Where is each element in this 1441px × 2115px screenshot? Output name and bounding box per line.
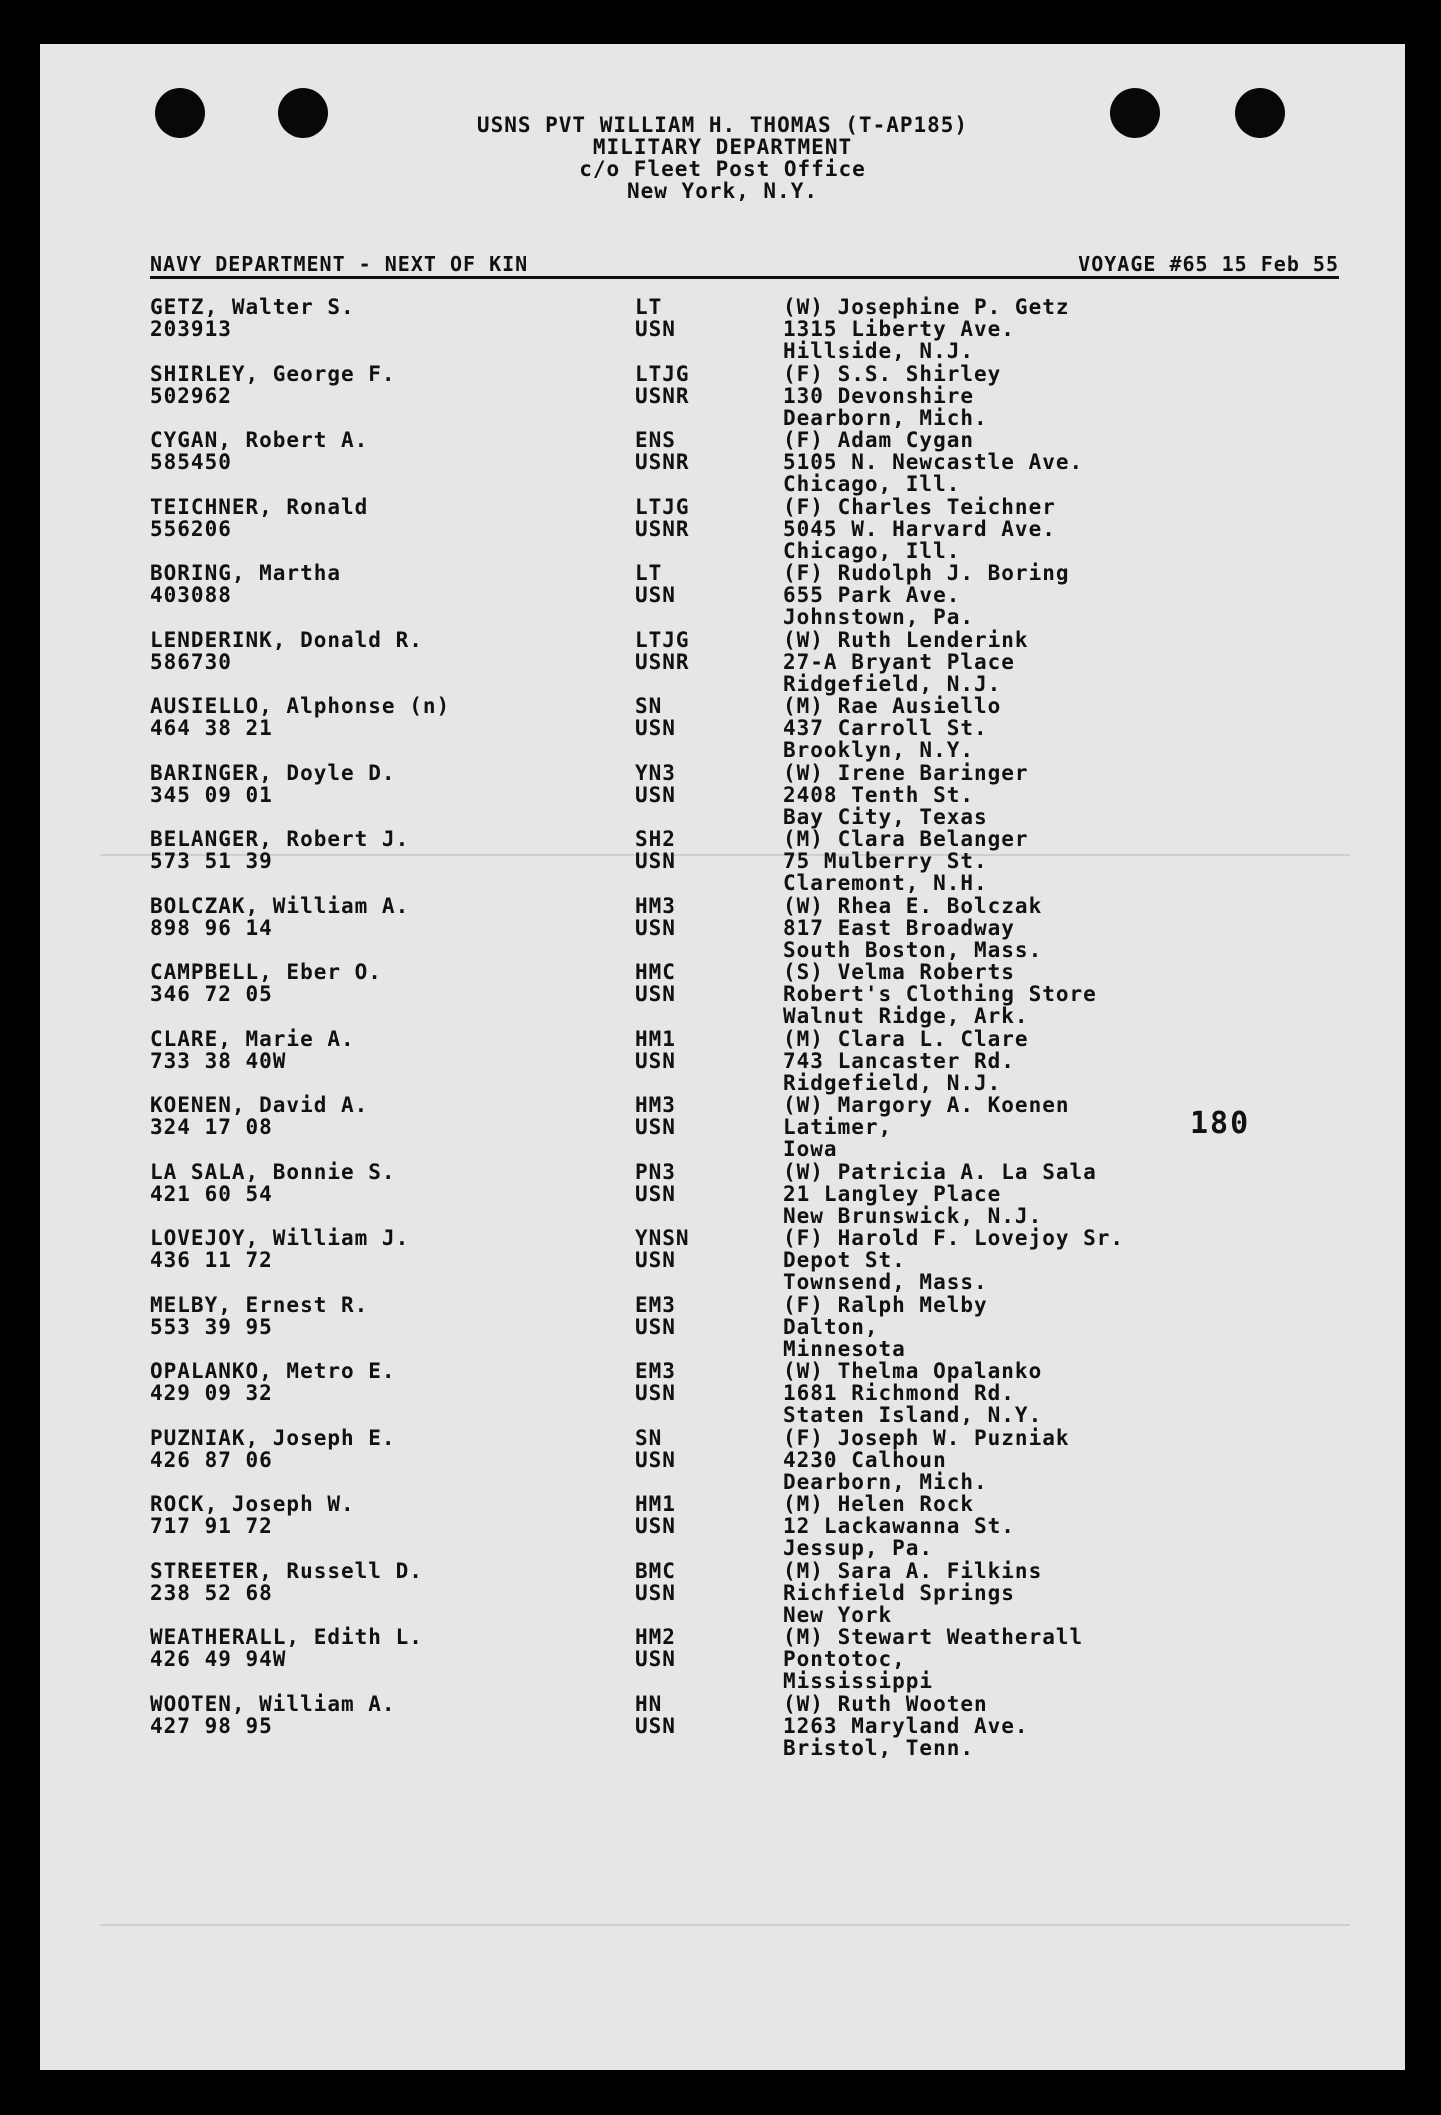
person-column: [150, 363, 620, 407]
rank-column: [635, 961, 745, 1005]
record-addr1: Robert's Clothing Store: [783, 982, 1097, 1006]
record-service: USN: [635, 1647, 676, 1671]
record-kin: (W) Thelma Opalanko: [783, 1359, 1043, 1383]
person-column: [150, 1294, 620, 1338]
next-of-kin-column: [783, 429, 1383, 495]
record-service: USN: [635, 849, 676, 873]
rank-column: [635, 762, 745, 806]
record-addr1: 27-A Bryant Place: [783, 649, 1015, 674]
record-name: AUSIELLO, Alphonse (n): [150, 694, 451, 718]
letterhead: [40, 114, 1405, 202]
record-kin: (F) Charles Teichner: [783, 494, 1056, 519]
record-entry: [150, 1560, 1345, 1627]
record-addr1: Pontotoc,: [783, 1647, 906, 1671]
record-entry: [150, 363, 1345, 430]
record-number: 203913: [150, 317, 232, 341]
next-of-kin-column: [783, 1693, 1383, 1759]
record-entry: [150, 961, 1345, 1028]
record-name: WEATHERALL, Edith L.: [150, 1625, 423, 1649]
record-number: 898 96 14: [150, 915, 273, 940]
record-addr1: 655 Park Ave.: [783, 583, 961, 607]
record-addr1: 2408 Tenth St.: [783, 782, 975, 807]
record-entry: [150, 762, 1345, 829]
rank-column: [635, 363, 745, 407]
document-page: [40, 44, 1405, 2070]
record-number: 573 51 39: [150, 849, 273, 873]
record-entry: [150, 1028, 1345, 1095]
rank-column: [635, 1360, 745, 1404]
next-of-kin-column: [783, 828, 1383, 894]
next-of-kin-column: [783, 1626, 1383, 1692]
record-number: 324 17 08: [150, 1115, 273, 1139]
record-service: USN: [635, 1314, 676, 1339]
rank-column: [635, 1294, 745, 1338]
record-addr1: 1263 Maryland Ave.: [783, 1713, 1029, 1738]
department-name: MILITARY DEPARTMENT: [592, 135, 853, 159]
record-number: 733 38 40W: [150, 1048, 287, 1073]
record-service: USN: [635, 782, 676, 807]
record-entry: [150, 1294, 1345, 1361]
record-addr2: Townsend, Mass.: [783, 1270, 988, 1294]
record-number: 429 09 32: [150, 1381, 273, 1405]
record-entry: [150, 1493, 1345, 1560]
record-addr2: Hillside, N.J.: [783, 339, 975, 363]
rank-column: [635, 296, 745, 340]
rank-column: [635, 496, 745, 540]
next-of-kin-column: [783, 1227, 1383, 1293]
record-rank: SN: [635, 694, 663, 718]
record-number: 502962: [150, 383, 232, 408]
voyage-date: VOYAGE #65 15 Feb 55: [1078, 252, 1339, 276]
record-service: USN: [635, 317, 676, 341]
record-addr2: Staten Island, N.Y.: [783, 1403, 1043, 1427]
record-service: USNR: [635, 649, 690, 674]
record-addr1: Dalton,: [783, 1314, 879, 1339]
next-of-kin-column: [783, 1294, 1383, 1360]
record-service: USN: [635, 915, 676, 940]
rank-column: [635, 562, 745, 606]
rank-column: [635, 1493, 745, 1537]
ship-name: USNS PVT WILLIAM H. THOMAS (T-AP185): [476, 113, 969, 137]
record-rank: LT: [635, 561, 663, 585]
record-addr1: 12 Lackawanna St.: [783, 1514, 1015, 1538]
record-number: 717 91 72: [150, 1514, 273, 1538]
record-addr2: Dearborn, Mich.: [783, 1469, 988, 1494]
record-kin: (M) Clara L. Clare: [783, 1026, 1029, 1051]
next-of-kin-column: [783, 562, 1383, 628]
record-service: USN: [635, 982, 676, 1006]
rank-column: [635, 1161, 745, 1205]
record-rank: LTJG: [635, 361, 690, 386]
record-name: OPALANKO, Metro E.: [150, 1359, 396, 1383]
city-state: New York, N.Y.: [626, 179, 818, 203]
record-addr1: 1315 Liberty Ave.: [783, 317, 1015, 341]
person-column: [150, 1094, 620, 1138]
person-column: [150, 1427, 620, 1471]
record-addr1: Latimer,: [783, 1115, 893, 1139]
record-name: BARINGER, Doyle D.: [150, 760, 396, 785]
record-rank: HM1: [635, 1492, 676, 1516]
next-of-kin-column: [783, 695, 1383, 761]
record-number: 345 09 01: [150, 782, 273, 807]
record-addr2: Ridgefield, N.J.: [783, 1070, 1002, 1095]
person-column: [150, 1360, 620, 1404]
record-kin: (M) Sara A. Filkins: [783, 1558, 1043, 1583]
person-column: [150, 429, 620, 473]
record-entry: [150, 496, 1345, 563]
person-column: [150, 629, 620, 673]
rank-column: [635, 1427, 745, 1471]
record-kin: (M) Stewart Weatherall: [783, 1625, 1084, 1649]
record-name: LENDERINK, Donald R.: [150, 627, 423, 652]
record-addr2: New Brunswick, N.J.: [783, 1203, 1043, 1228]
person-column: [150, 562, 620, 606]
record-kin: (M) Helen Rock: [783, 1492, 975, 1516]
record-service: USNR: [635, 516, 690, 541]
record-kin: (M) Clara Belanger: [783, 827, 1029, 851]
person-column: [150, 1161, 620, 1205]
document-title: NAVY DEPARTMENT - NEXT OF KIN: [150, 252, 529, 276]
record-rank: SH2: [635, 827, 676, 851]
person-column: [150, 1693, 620, 1737]
record-entry: [150, 828, 1345, 895]
record-addr1: Richfield Springs: [783, 1580, 1015, 1605]
record-name: MELBY, Ernest R.: [150, 1292, 369, 1317]
record-name: BORING, Martha: [150, 561, 342, 585]
record-name: LA SALA, Bonnie S.: [150, 1159, 396, 1184]
next-of-kin-column: [783, 1493, 1383, 1559]
record-rank: EM3: [635, 1292, 676, 1317]
record-service: USN: [635, 583, 676, 607]
record-name: BELANGER, Robert J.: [150, 827, 410, 851]
record-name: SHIRLEY, George F.: [150, 361, 396, 386]
person-column: [150, 695, 620, 739]
rank-column: [635, 1094, 745, 1138]
record-kin: (F) Joseph W. Puzniak: [783, 1425, 1070, 1450]
record-kin: (F) Harold F. Lovejoy Sr.: [783, 1226, 1125, 1250]
record-addr2: Bristol, Tenn.: [783, 1735, 975, 1760]
record-addr1: 130 Devonshire: [783, 383, 975, 408]
record-kin: (W) Ruth Wooten: [783, 1691, 988, 1716]
record-kin: (F) Rudolph J. Boring: [783, 561, 1070, 585]
record-service: USN: [635, 1514, 676, 1538]
rank-column: [635, 1626, 745, 1670]
record-kin: (M) Rae Ausiello: [783, 694, 1002, 718]
record-name: GETZ, Walter S.: [150, 295, 355, 319]
next-of-kin-column: [783, 961, 1383, 1027]
record-rank: PN3: [635, 1159, 676, 1184]
record-kin: (W) Irene Baringer: [783, 760, 1029, 785]
record-kin: (F) Adam Cygan: [783, 428, 975, 452]
record-service: USNR: [635, 450, 690, 474]
record-service: USN: [635, 1248, 676, 1272]
margin-page-number: 180: [1190, 1106, 1251, 1141]
rank-column: [635, 1693, 745, 1737]
next-of-kin-column: [783, 1360, 1383, 1426]
person-column: [150, 1560, 620, 1604]
record-addr2: Jessup, Pa.: [783, 1536, 934, 1560]
post-office: c/o Fleet Post Office: [579, 157, 866, 181]
records-list: [150, 296, 1345, 1759]
record-service: USN: [635, 1713, 676, 1738]
record-addr2: Johnstown, Pa.: [783, 605, 975, 629]
record-kin: (F) S.S. Shirley: [783, 361, 1002, 386]
record-number: 426 87 06: [150, 1447, 273, 1472]
record-addr2: New York: [783, 1602, 893, 1627]
record-kin: (W) Ruth Lenderink: [783, 627, 1029, 652]
record-name: WOOTEN, William A.: [150, 1691, 396, 1716]
next-of-kin-column: [783, 895, 1383, 961]
record-service: USN: [635, 716, 676, 740]
paper-fold-line: [100, 1924, 1350, 1926]
rank-column: [635, 1028, 745, 1072]
record-entry: [150, 1693, 1345, 1760]
next-of-kin-column: [783, 296, 1383, 362]
record-rank: BMC: [635, 1558, 676, 1583]
record-addr1: 743 Lancaster Rd.: [783, 1048, 1015, 1073]
record-addr2: Chicago, Ill.: [783, 472, 961, 496]
record-addr2: Ridgefield, N.J.: [783, 671, 1002, 696]
record-addr1: 817 East Broadway: [783, 915, 1015, 940]
record-entry: [150, 895, 1345, 962]
record-number: 553 39 95: [150, 1314, 273, 1339]
record-service: USN: [635, 1447, 676, 1472]
record-service: USN: [635, 1048, 676, 1073]
record-rank: LTJG: [635, 494, 690, 519]
record-number: 436 11 72: [150, 1248, 273, 1272]
record-addr1: 437 Carroll St.: [783, 716, 988, 740]
person-column: [150, 895, 620, 939]
record-service: USNR: [635, 383, 690, 408]
record-name: PUZNIAK, Joseph E.: [150, 1425, 396, 1450]
record-rank: LT: [635, 295, 663, 319]
record-addr1: Depot St.: [783, 1248, 906, 1272]
record-entry: [150, 629, 1345, 696]
record-number: 426 49 94W: [150, 1647, 287, 1671]
record-kin: (W) Margory A. Koenen: [783, 1093, 1070, 1117]
record-number: 238 52 68: [150, 1580, 273, 1605]
record-entry: [150, 1161, 1345, 1228]
record-rank: HM1: [635, 1026, 676, 1051]
person-column: [150, 828, 620, 872]
next-of-kin-column: [783, 1427, 1383, 1493]
person-column: [150, 762, 620, 806]
document-title-row: [150, 250, 1339, 279]
record-addr2: Bay City, Texas: [783, 804, 988, 829]
record-entry: [150, 1227, 1345, 1294]
record-name: ROCK, Joseph W.: [150, 1492, 355, 1516]
record-addr2: Minnesota: [783, 1336, 906, 1361]
record-number: 427 98 95: [150, 1713, 273, 1738]
record-name: KOENEN, David A.: [150, 1093, 369, 1117]
record-addr2: Brooklyn, N.Y.: [783, 738, 975, 762]
record-entry: [150, 695, 1345, 762]
record-rank: YN3: [635, 760, 676, 785]
record-addr1: 5045 W. Harvard Ave.: [783, 516, 1056, 541]
record-addr1: 4230 Calhoun: [783, 1447, 947, 1472]
record-number: 586730: [150, 649, 232, 674]
rank-column: [635, 828, 745, 872]
record-rank: EM3: [635, 1359, 676, 1383]
rank-column: [635, 895, 745, 939]
record-addr2: Chicago, Ill.: [783, 538, 961, 563]
next-of-kin-column: [783, 496, 1383, 562]
record-entry: [150, 1094, 1345, 1161]
rank-column: [635, 1560, 745, 1604]
record-entry: [150, 429, 1345, 496]
record-entry: [150, 562, 1345, 629]
record-addr1: 1681 Richmond Rd.: [783, 1381, 1015, 1405]
record-rank: YNSN: [635, 1226, 690, 1250]
rank-column: [635, 629, 745, 673]
record-number: 403088: [150, 583, 232, 607]
record-entry: [150, 1360, 1345, 1427]
record-addr2: Mississippi: [783, 1669, 934, 1693]
record-number: 346 72 05: [150, 982, 273, 1006]
record-name: TEICHNER, Ronald: [150, 494, 369, 519]
record-service: USN: [635, 1381, 676, 1405]
record-number: 421 60 54: [150, 1181, 273, 1206]
record-addr2: Claremont, N.H.: [783, 871, 988, 895]
record-kin: (W) Josephine P. Getz: [783, 295, 1070, 319]
record-name: CLARE, Marie A.: [150, 1026, 355, 1051]
record-kin: (W) Rhea E. Bolczak: [783, 893, 1043, 918]
next-of-kin-column: [783, 1094, 1383, 1160]
record-entry: [150, 296, 1345, 363]
record-service: USN: [635, 1115, 676, 1139]
next-of-kin-column: [783, 629, 1383, 695]
rank-column: [635, 429, 745, 473]
record-addr2: Dearborn, Mich.: [783, 405, 988, 430]
record-rank: HM3: [635, 1093, 676, 1117]
record-kin: (S) Velma Roberts: [783, 960, 1015, 984]
person-column: [150, 961, 620, 1005]
record-service: USN: [635, 1580, 676, 1605]
record-rank: HN: [635, 1691, 663, 1716]
next-of-kin-column: [783, 1560, 1383, 1626]
record-rank: ENS: [635, 428, 676, 452]
person-column: [150, 1626, 620, 1670]
person-column: [150, 1028, 620, 1072]
record-name: STREETER, Russell D.: [150, 1558, 423, 1583]
record-number: 464 38 21: [150, 716, 273, 740]
record-number: 585450: [150, 450, 232, 474]
person-column: [150, 296, 620, 340]
rank-column: [635, 695, 745, 739]
record-addr2: Iowa: [783, 1137, 838, 1161]
person-column: [150, 1227, 620, 1271]
record-addr1: 75 Mulberry St.: [783, 849, 988, 873]
record-rank: SN: [635, 1425, 663, 1450]
record-rank: HM3: [635, 893, 676, 918]
record-rank: HM2: [635, 1625, 676, 1649]
record-entry: [150, 1427, 1345, 1494]
record-number: 556206: [150, 516, 232, 541]
record-name: CAMPBELL, Eber O.: [150, 960, 382, 984]
record-addr1: 21 Langley Place: [783, 1181, 1002, 1206]
next-of-kin-column: [783, 1028, 1383, 1094]
record-rank: HMC: [635, 960, 676, 984]
record-name: LOVEJOY, William J.: [150, 1226, 410, 1250]
person-column: [150, 1493, 620, 1537]
next-of-kin-column: [783, 762, 1383, 828]
person-column: [150, 496, 620, 540]
record-addr1: 5105 N. Newcastle Ave.: [783, 450, 1084, 474]
record-kin: (W) Patricia A. La Sala: [783, 1159, 1097, 1184]
record-name: BOLCZAK, William A.: [150, 893, 410, 918]
record-entry: [150, 1626, 1345, 1693]
record-rank: LTJG: [635, 627, 690, 652]
rank-column: [635, 1227, 745, 1271]
record-service: USN: [635, 1181, 676, 1206]
next-of-kin-column: [783, 1161, 1383, 1227]
record-name: CYGAN, Robert A.: [150, 428, 369, 452]
record-kin: (F) Ralph Melby: [783, 1292, 988, 1317]
record-addr2: South Boston, Mass.: [783, 937, 1043, 962]
next-of-kin-column: [783, 363, 1383, 429]
record-addr2: Walnut Ridge, Ark.: [783, 1004, 1029, 1028]
